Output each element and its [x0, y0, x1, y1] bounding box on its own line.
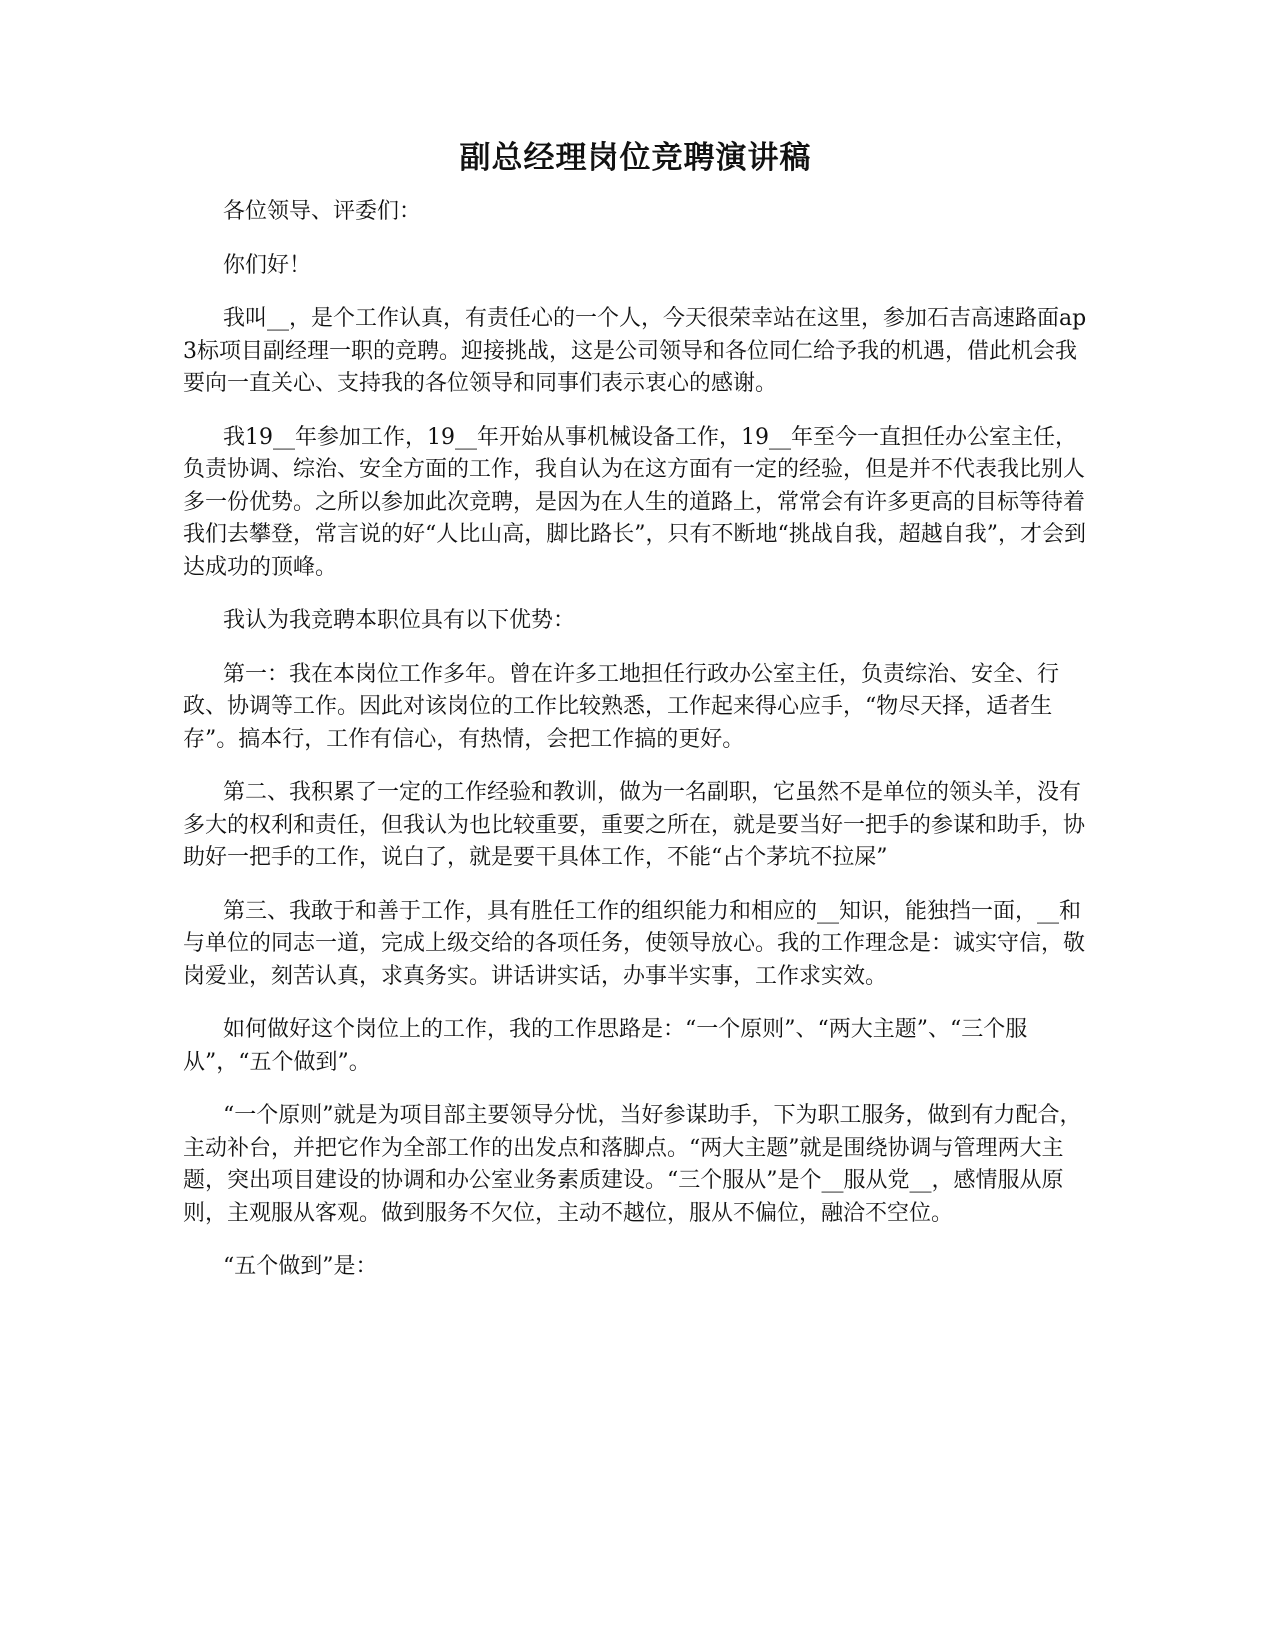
advantage-first-paragraph: 第一：我在本岗位工作多年。曾在许多工地担任行政办公室主任，负责综治、安全、行政、协调等工作。因此对该岗位的工作比较熟悉，工作起来得心应手，“物尽天择，适者生存”。搞本行，工作有信心，有热情，会把工作搞的更好。	[183, 661, 1060, 752]
advantage-third-paragraph: 第三、我敢于和善于工作，具有胜任工作的组织能力和相应的__知识，能独挡一面，__和与单位的同志一道，完成上级交给的各项任务，使领导放心。我的工作理念是：诚实守信，敬岗爱业，刻苦认真，求真务实。讲话讲实话，办事半实事，工作求实效。	[183, 898, 1086, 989]
principles-paragraph: “一个原则”就是为项目部主要领导分忧，当好参谋助手，下为职工服务，做到有力配合，主动补台，并把它作为全部工作的出发点和落脚点。“两大主题”就是围绕协调与管理两大主题，突出项目建设的协调和办公室业务素质建设。“三个服从”是个__服从党__，感情服从原则，主观服从客观。做到服务不欠位，主动不越位，服从不偏位，融洽不空位。	[183, 1103, 1082, 1226]
introduction-paragraph: 我叫__，是个工作认真，有责任心的一个人，今天很荣幸站在这里，参加石吉高速路面ap3标项目副经理一职的竞聘。迎接挑战，这是公司领导和各位同仁给予我的机遇，借此机会我要向一直关心、支持我的各位领导和同事们表示衷心的感谢。	[183, 306, 1087, 397]
advantage-second-paragraph: 第二、我积累了一定的工作经验和教训，做为一名副职，它虽然不是单位的领头羊，没有多大的权利和责任，但我认为也比较重要，重要之所在，就是要当好一把手的参谋和助手，协助好一把手的工作，说白了，就是要干具体工作，不能“占个茅坑不拉屎”	[183, 780, 1086, 871]
advantages-intro-paragraph: 我认为我竞聘本职位具有以下优势：	[223, 608, 576, 634]
salutation-paragraph: 各位领导、评委们：	[223, 199, 422, 225]
greeting-paragraph: 你们好！	[223, 252, 312, 278]
work-plan-paragraph: 如何做好这个岗位上的工作，我的工作思路是：“一个原则”、“两大主题”、“三个服从”，“五个做到”。	[183, 1017, 1028, 1075]
document-page	[183, 138, 1088, 1305]
document-title: 副总经理岗位竞聘演讲稿	[459, 140, 812, 176]
work-history-paragraph: 我19__年参加工作，19__年开始从事机械设备工作，19__年至今一直担任办公室主任，负责协调、综治、安全方面的工作，我自认为在这方面有一定的经验，但是并不代表我比别人多一份优势。之所以参加此次竞聘，是因为在人生的道路上，常常会有许多更高的目标等待着我们去攀登，常言说的好“人比山高，脚比路长”，只有不断地“挑战自我，超越自我”，才会到达成功的顶峰。	[183, 424, 1086, 580]
five-achievements-paragraph: “五个做到”是：	[223, 1254, 378, 1280]
